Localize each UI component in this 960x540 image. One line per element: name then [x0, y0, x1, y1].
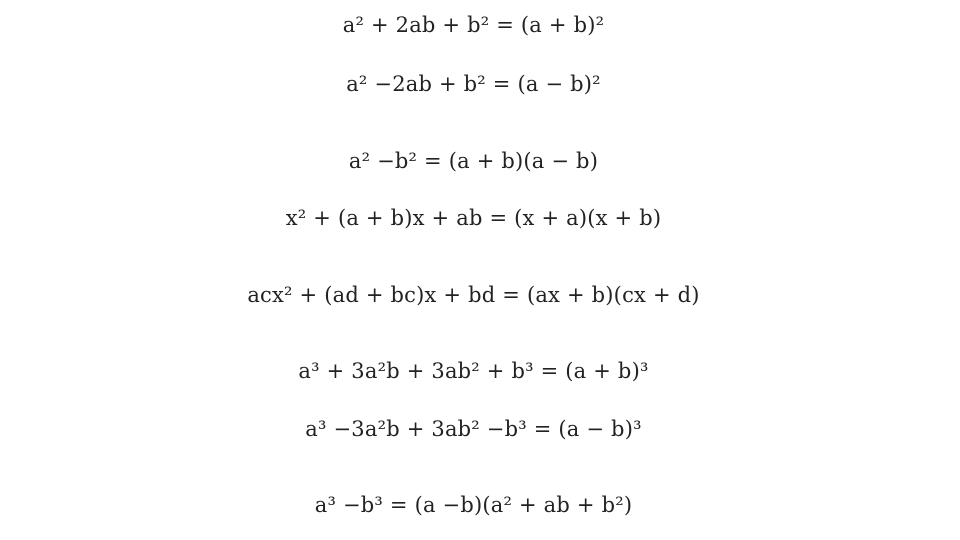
formula-general-quadratic-factoring: acx² + (ad + bc)x + bd = (ax + b)(cx + d) [247, 283, 700, 307]
formula-cube-of-difference: a³ −3a²b + 3ab² −b³ = (a − b)³ [305, 417, 642, 441]
formula-difference-of-squares: a² −b² = (a + b)(a − b) [348, 149, 599, 173]
formula-cube-of-sum: a³ + 3a²b + 3ab² + b³ = (a + b)³ [298, 359, 649, 383]
formula-square-of-sum: a² + 2ab + b² = (a + b)² [342, 13, 605, 37]
formula-square-of-difference: a² −2ab + b² = (a − b)² [346, 72, 601, 96]
formula-difference-of-cubes: a³ −b³ = (a −b)(a² + ab + b²) [314, 493, 633, 517]
formula-monic-quadratic-factoring: x² + (a + b)x + ab = (x + a)(x + b) [285, 206, 662, 230]
